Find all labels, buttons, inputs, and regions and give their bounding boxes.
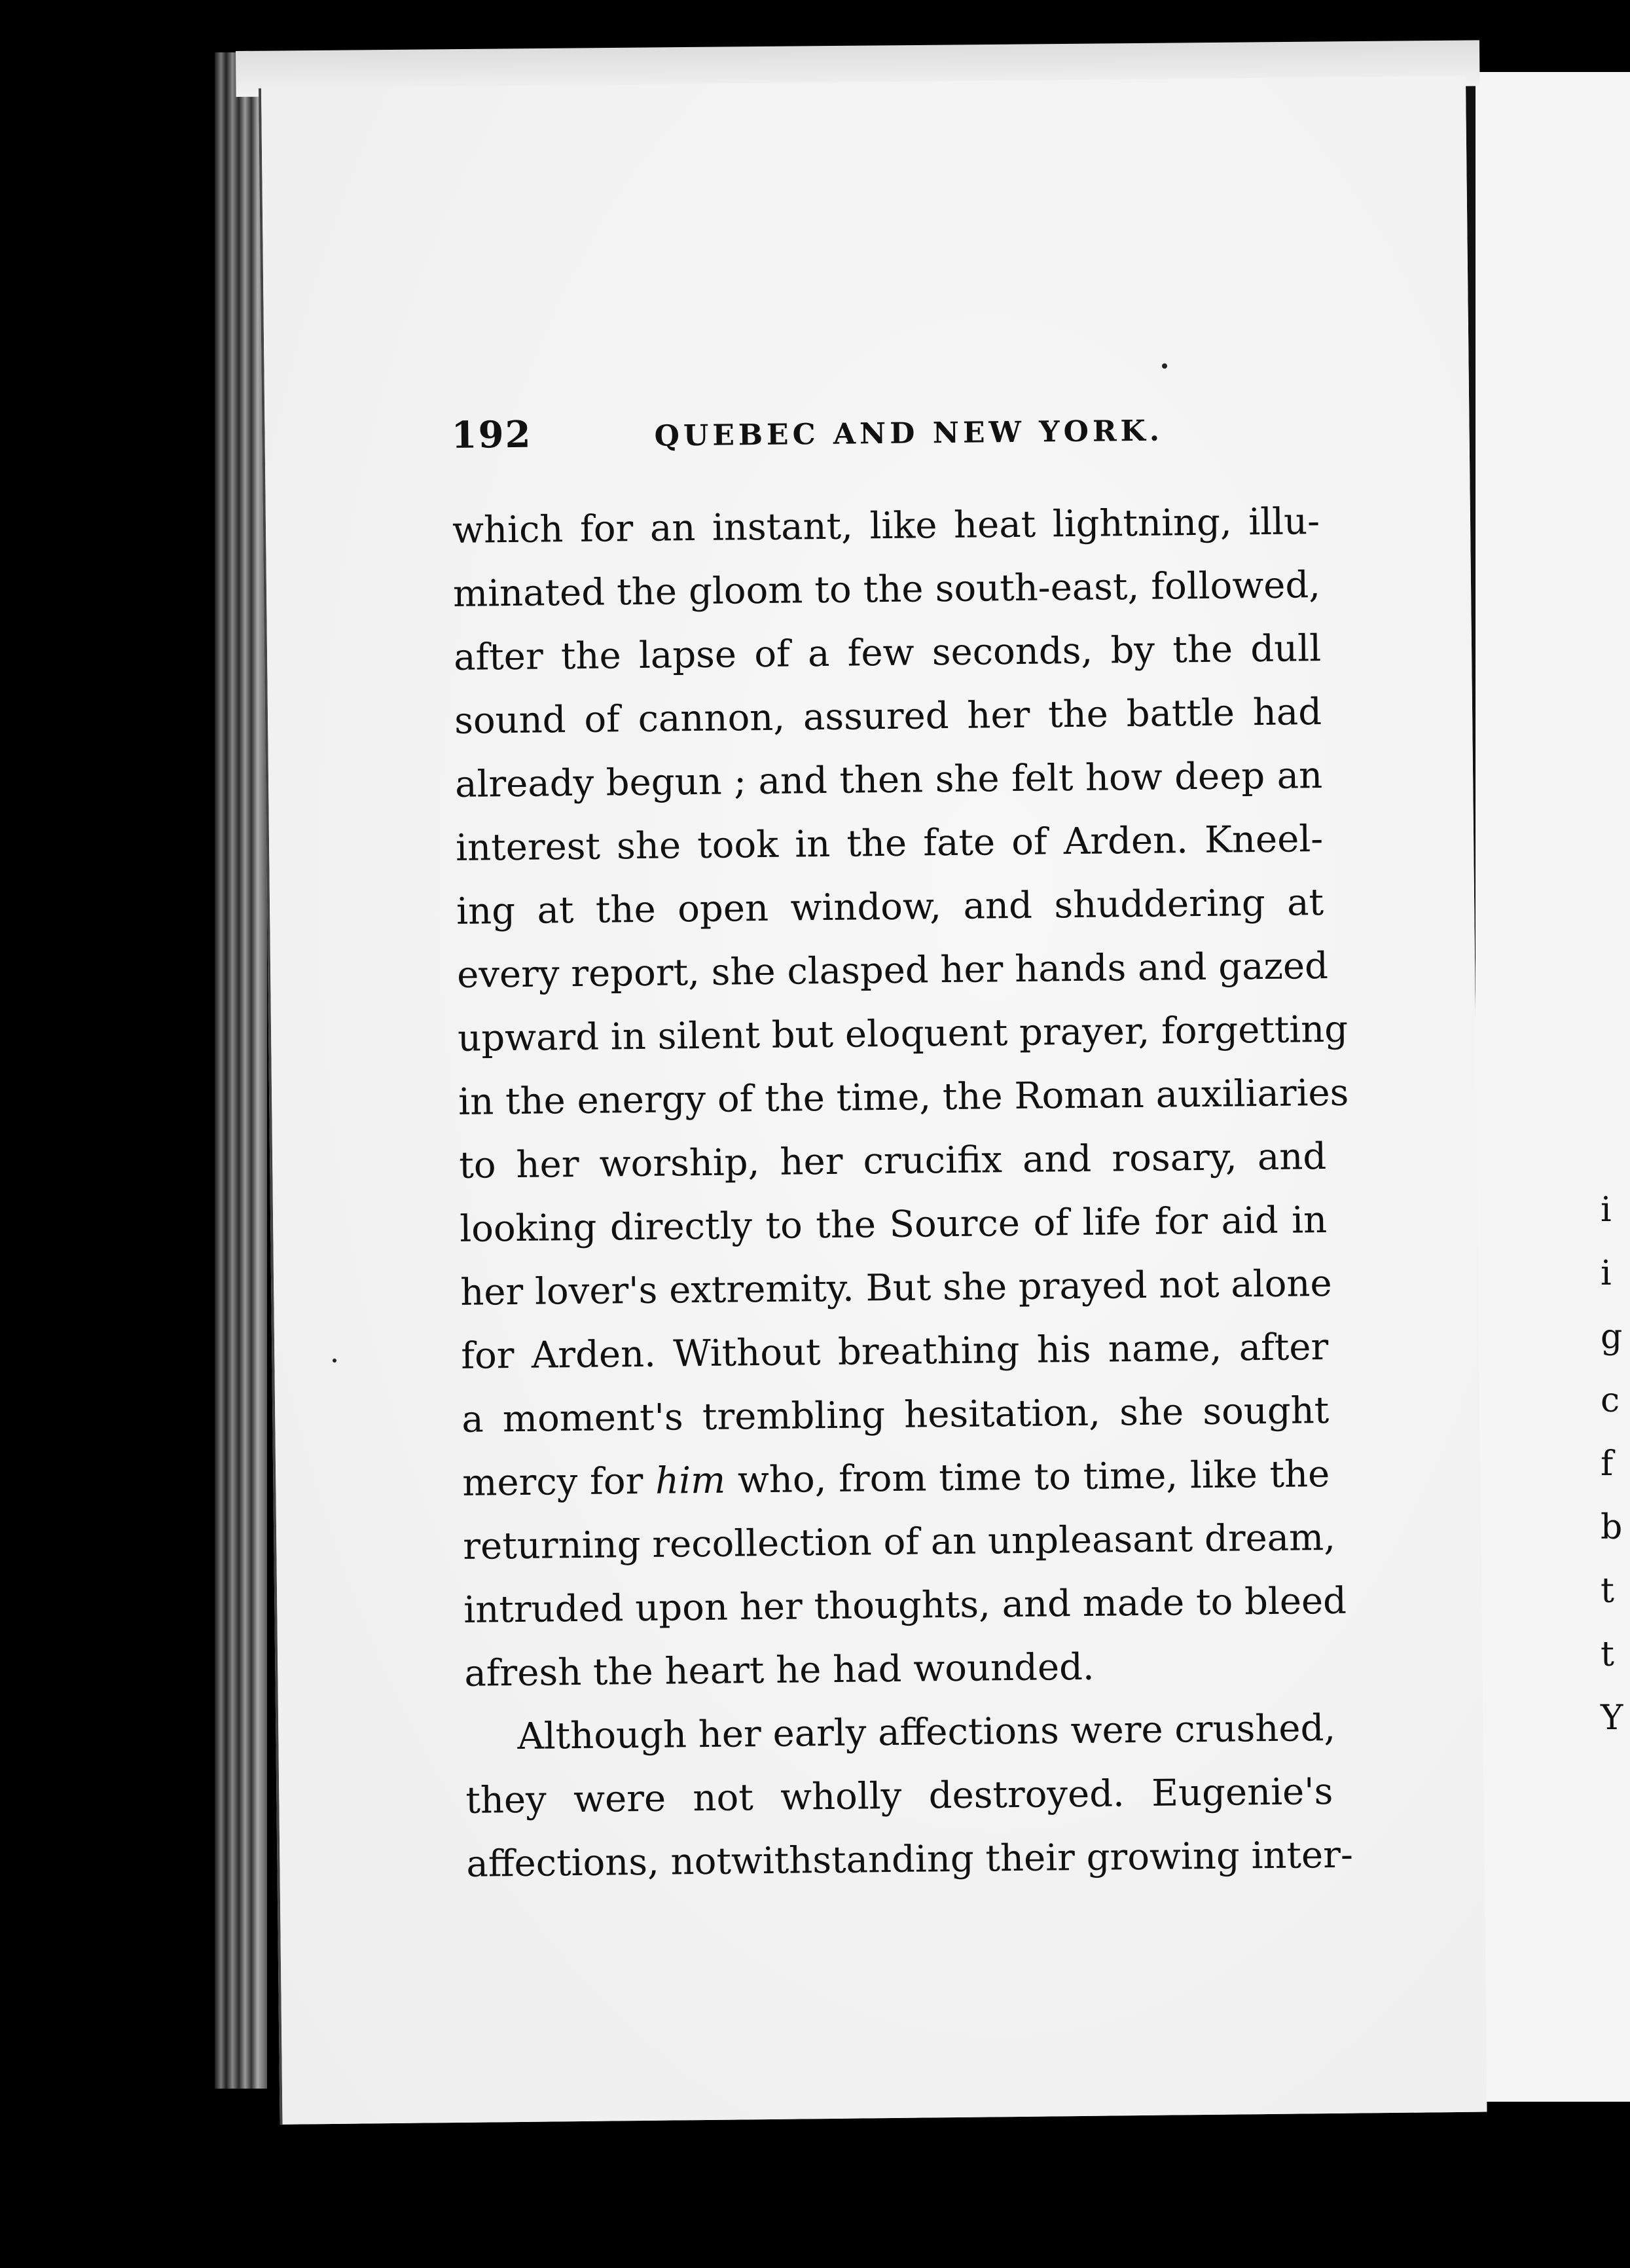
- text-line: affections, notwithstanding their growing inter-: [466, 1833, 1354, 1886]
- text-line: Although her early affections were crushed,: [517, 1706, 1336, 1758]
- text-line: ing at the open window, and shuddering at: [456, 881, 1324, 933]
- text-line-mercy: [462, 1442, 1330, 1515]
- text-line: upward in silent but eloquent prayer, forgetting: [457, 1008, 1349, 1060]
- page-stack-edge: [215, 52, 267, 2089]
- text-line: a moment's trembling hesitation, she sought: [461, 1389, 1330, 1441]
- text-line: sound of cannon, assured her the battle had: [454, 691, 1322, 742]
- text-line: already begun ; and then she felt how deep an: [454, 754, 1323, 806]
- text-line: for Arden. Without breathing his name, after: [460, 1325, 1329, 1378]
- text-line: which for an instant, like heat lightning, illu-: [452, 500, 1320, 552]
- italic-him: him: [655, 1459, 726, 1503]
- page-header: [451, 404, 1381, 473]
- fragment-letter: t: [1601, 1571, 1614, 1611]
- ink-speck: [333, 1359, 336, 1363]
- text-line: in the energy of the time, the Roman auxiliaries: [458, 1071, 1349, 1124]
- ink-speck: [1162, 363, 1167, 369]
- fragment-letter: Y: [1601, 1698, 1623, 1738]
- text-line: her lover's extremity. But she prayed not alone: [460, 1262, 1332, 1314]
- fragment-letter: i: [1601, 1254, 1612, 1293]
- fragment-letter: g: [1601, 1317, 1623, 1357]
- text-line: afresh the heart he had wounded.: [464, 1645, 1095, 1695]
- page-number: 192: [451, 412, 532, 457]
- text-line: looking directly to the Source of life for aid in: [459, 1199, 1328, 1251]
- text-segment: who, from time to time, like the: [725, 1452, 1330, 1502]
- text-line: they were not wholly destroyed. Eugenie's: [465, 1770, 1333, 1822]
- text-line: intruded upon her thoughts, and made to bleed: [463, 1579, 1347, 1632]
- facing-page-text-fragments: [1601, 1179, 1623, 1750]
- fragment-letter: f: [1601, 1444, 1614, 1484]
- facing-page: [1473, 72, 1630, 2102]
- text-segment: mercy for: [462, 1459, 656, 1505]
- text-line: interest she took in the fate of Arden. Kneel-: [455, 818, 1324, 869]
- book-page: [259, 76, 1487, 2125]
- text-line: to her worship, her crucifix and rosary, and: [458, 1135, 1327, 1187]
- text-line: every report, she clasped her hands and gazed: [456, 944, 1329, 997]
- fragment-letter: t: [1601, 1635, 1614, 1674]
- text-line: returning recollection of an unpleasant dream,: [463, 1516, 1336, 1568]
- fragment-letter: i: [1601, 1190, 1612, 1230]
- body-text: [452, 490, 1354, 1896]
- text-line: after the lapse of a few seconds, by the dull: [453, 627, 1322, 679]
- fragment-letter: c: [1601, 1381, 1620, 1420]
- running-title: QUEBEC AND NEW YORK.: [654, 414, 1164, 453]
- fragment-letter: b: [1601, 1508, 1623, 1547]
- text-line: minated the gloom to the south-east, followed,: [452, 564, 1321, 615]
